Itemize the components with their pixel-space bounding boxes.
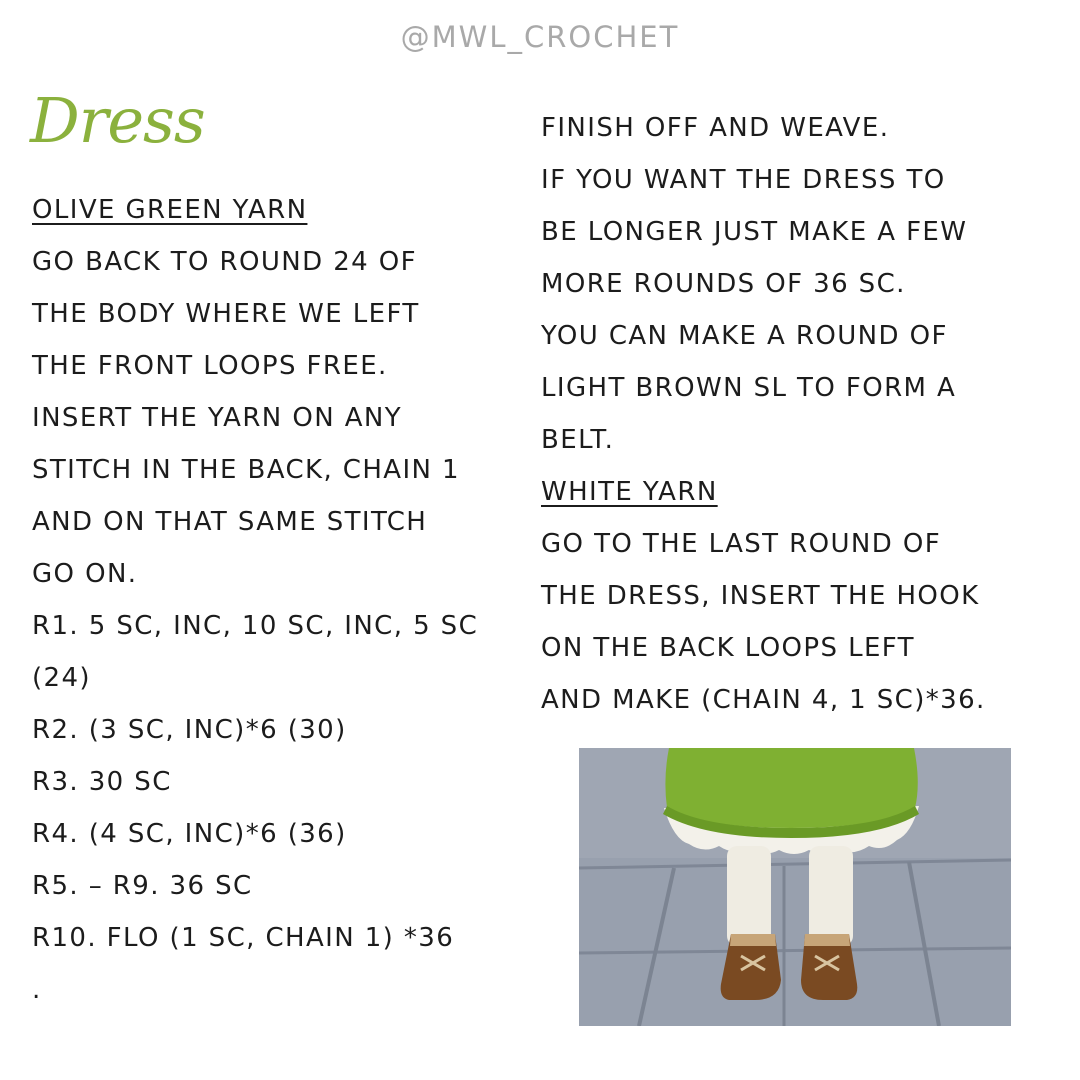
instruction-line: MORE ROUNDS OF 36 SC. (541, 269, 906, 299)
author-handle: @MWL_CROCHET (400, 20, 680, 54)
left-column (32, 184, 522, 1016)
instruction-line: THE FRONT LOOPS FREE. (32, 351, 388, 381)
green-dress (665, 748, 917, 828)
instruction-line: YOU CAN MAKE A ROUND OF (541, 321, 948, 351)
instruction-line: GO ON. (32, 559, 138, 589)
round-instruction: R4. (4 SC, INC)*6 (36) (32, 819, 347, 849)
round-instruction: R5. – R9. 36 SC (32, 871, 253, 901)
left-boot-cuff (730, 934, 776, 946)
instruction-line: BELT. (541, 425, 615, 455)
round-instruction: R2. (3 SC, INC)*6 (30) (32, 715, 347, 745)
instruction-line: STITCH IN THE BACK, CHAIN 1 (32, 455, 461, 485)
round-instruction: R10. FLO (1 SC, CHAIN 1) *36 (32, 923, 455, 953)
instruction-line: AND MAKE (CHAIN 4, 1 SC)*36. (541, 685, 986, 715)
instruction-line: THE DRESS, INSERT THE HOOK (541, 581, 980, 611)
instruction-line: THE BODY WHERE WE LEFT (32, 299, 420, 329)
section-title: Dress (30, 84, 205, 157)
round-instruction: (24) (32, 663, 91, 693)
right-leg (809, 846, 853, 946)
instruction-line: BE LONGER JUST MAKE A FEW (541, 217, 968, 247)
instruction-line: GO BACK TO ROUND 24 OF (32, 247, 417, 277)
round-instruction: R1. 5 SC, INC, 10 SC, INC, 5 SC (32, 611, 479, 641)
right-boot-cuff (804, 934, 850, 946)
instruction-line: IF YOU WANT THE DRESS TO (541, 165, 946, 195)
instruction-line: ON THE BACK LOOPS LEFT (541, 633, 915, 663)
doll-dress-photo (579, 748, 1011, 1026)
instruction-line: FINISH OFF AND WEAVE. (541, 113, 890, 143)
instruction-line: INSERT THE YARN ON ANY (32, 403, 403, 433)
instruction-line: LIGHT BROWN SL TO FORM A (541, 373, 957, 403)
right-column (541, 102, 1061, 726)
round-instruction: R3. 30 SC (32, 767, 172, 797)
doll-illustration (579, 748, 1011, 1026)
instruction-line: AND ON THAT SAME STITCH (32, 507, 428, 537)
instruction-line: GO TO THE LAST ROUND OF (541, 529, 942, 559)
white-yarn-heading: WHITE YARN (541, 477, 718, 507)
olive-green-yarn-heading: OLIVE GREEN YARN (32, 195, 308, 225)
left-leg (727, 846, 771, 946)
trailing-dot: . (32, 975, 42, 1005)
